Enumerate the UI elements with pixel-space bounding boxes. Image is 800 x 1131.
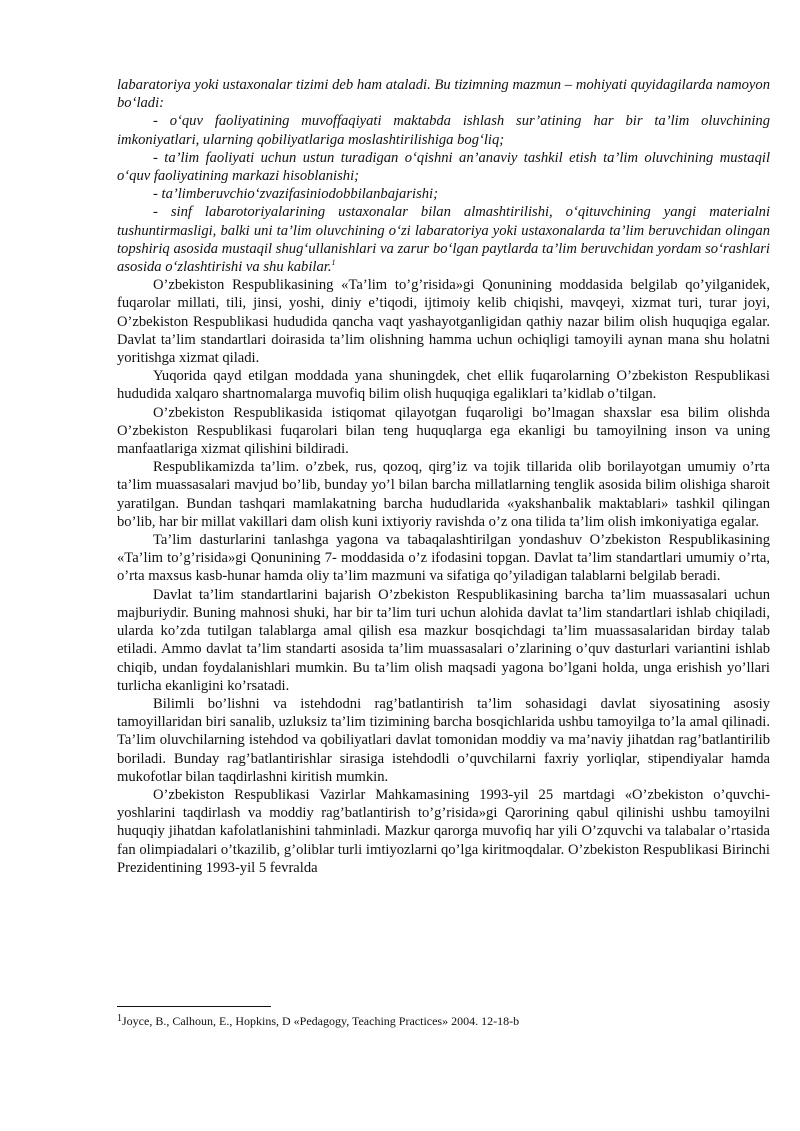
page-body: [117, 76, 770, 877]
bullet-item-with-footnote: [117, 203, 770, 276]
body-paragraph: Bilimli bo’lishni va istehdodni rag’batlantirish ta’lim sohasidagi davlat siyosatining asosiy tamoyillaridan biri sanalib, uzluksiz ta’lim tizimining barcha bosqichlarida ushbu tamoyilga to’la amal qilinadi. Ta’lim oluvchilarning istehdod va qobiliyatlari davlat tomonidan moddiy va ma’naviy jihatdan rag’batlantirilib boriladi. Bunday rag’batlantirishlar sirasiga istehdodli o’quvchilarni faxriy yorliqlar, stipendiyalar hamda mukofotlar bilan taqdirlashni kiritish mumkin.: [117, 695, 770, 785]
body-paragraph: Ta’lim dasturlarini tanlashga yagona va tabaqalashtirilgan yondashuv O’zbekiston Respublikasining «Ta’lim to’g’risida»gi Qonunining 7- moddasida o’z ifodasini topgan. Davlat ta’lim standartlari umumiy o’rta, o’rta maxsus kasb-hunar hamda oliy ta’lim mazmuni va sifatiga qo’yiladigan talablarni belgilab beradi.: [117, 532, 770, 585]
footnote-marker: 1: [117, 1013, 122, 1024]
bullet-item-text: - sinf labarotoriyalarining ustaxonalar bilan almashtirilishi, o‘qituvchining yangi materialni tushuntirmasligi, balki uni ta’lim oluvchining o‘zi labaratoriya yoki ustaxonalarda ta’lim beruvchidan olingan topshiriq asosida mustaqil shug‘ullanishlari va zarur bo‘lgan paytlarda ta’lim beruvchidan yordam so‘rashlari asosida o‘zlashtirishi va shu kabilar.: [117, 204, 770, 276]
bullet-item: - ta’lim faoliyati uchun ustun turadigan o‘qishni an’anaviy tashkil etish ta’lim oluvchining mustaqil o‘quv faoliyatining markazi hisoblanishi;: [117, 149, 770, 185]
footnote-ref[interactable]: 1: [331, 258, 336, 268]
bullet-item: - ta’limberuvchio‘zvazifasiniodobbilanbajarishi;: [153, 186, 438, 203]
body-paragraph: O’zbekiston Respublikasida istiqomat qilayotgan fuqaroligi bo’lmagan shaxslar esa bilim olishda O’zbekiston Respublikasi fuqarolari bilan teng huquqlarga ega ekanligi bu tamoyilning inson va uning manfaatlariga xizmat qilishini bildiradi.: [117, 404, 770, 458]
body-paragraph: O’zbekiston Respublikasi Vazirlar Mahkamasining 1993-yil 25 martdagi «O’zbekiston o’quvchi-yoshlarini taqdirlash va moddiy rag’batlantirish to’g’risida»gi Qarorining qabul qilinishi ushbu tamoyilni huquqiy jihatdan kafolatlanishini tahminladi. Mazkur qarorga muvofiq har yili O’zquvchi va talabalar o’rtasida fan olimpiadalari o’tkazilib, g’oliblar turli imtiyozlarni qo’lga kiritmoqdalar. O’zbekiston Respublikasi Birinchi Prezidentining 1993-yil 5 fevralda: [117, 786, 770, 876]
body-paragraph: Davlat ta’lim standartlarini bajarish O’zbekiston Respublikasining barcha ta’lim muassasalari uchun majburiydir. Buning mahnosi shuki, har bir ta’lim turi uchun alohida davlat ta’lim standartlari ishlab chiqiladi, ularda ko’zda tutilgan talablarga amal qilish esa mazkur bosqichdagi ta’lim muassasalaridan birday talab etiladi. Ammo davlat ta’lim standarti asosida ta’lim muassasalari o’zlarining o’quv dasturlari variantini ishlab chiqib, undan foydalanishlari mumkin. Bu ta’lim olish maqsadi yagona bo’lgani holda, unga erishish yo’llari turlicha ekanligini ko’rsatadi.: [117, 586, 770, 694]
footnote-text: Joyce, B., Calhoun, E., Hopkins, D «Pedagogy, Teaching Practices» 2004. 12-18-b: [122, 1014, 520, 1028]
footnote-divider: [117, 1006, 271, 1007]
footnote: [117, 1013, 770, 1029]
body-paragraph: O’zbekiston Respublikasining «Ta’lim to’g’risida»gi Qonunining moddasida belgilab qo’yilganidek, fuqarolar millati, tili, jinsi, yoshi, diniy e’tiqodi, ijtimoiy kelib chiqishi, mavqeyi, xizmat turi, turar joyi, O’zbekiston Respublikasi hududida qancha vaqt yashayotganligidan qathiy nazar bilim olish huquqiga egalar. Davlat ta’lim standartlari doirasida ta’lim olishning hamma uchun ochiqligi tamoyili aynan mana shu holatni yoritishga xizmat qiladi.: [117, 277, 770, 367]
body-paragraph: Yuqorida qayd etilgan moddada yana shuningdek, chet ellik fuqarolarning O’zbekiston Respublikasi hududida xalqaro shartnomalarga muvofiq bilim olish huquqiga egaliklari ta’kidlab o’tilgan.: [117, 368, 770, 403]
bullet-item: - o‘quv faoliyatining muvoffaqiyati maktabda ishlash sur’atining har bir ta’lim oluvchining imkoniyatlari, ularning qobiliyatlariga moslashtirilishiga bog‘liq;: [117, 113, 770, 148]
intro-paragraph: labaratoriya yoki ustaxonalar tizimi deb ham ataladi. Bu tizimning mazmun – mohiyati quyidagilarda namoyon bo‘ladi:: [117, 77, 770, 112]
body-paragraph: Respublikamizda ta’lim. o’zbek, rus, qozoq, qirg’iz va tojik tillarida olib borilayotgan umumiy o’rta ta’lim muassasalari mavjud bo’lib, bunday yo’l bilan barcha millatlarning tenglik asosida bilim olishiga sharoit yaratilgan. Bundan tashqari mamlakatning barcha hududlarida «yakshanbalik maktablari» tashkil qilingan bo’lib, har bir millat vakillari dam olish kuni ixtiyoriy ravishda o’z ona tilida ta’lim olish imkoniyatiga egalar.: [117, 459, 770, 530]
